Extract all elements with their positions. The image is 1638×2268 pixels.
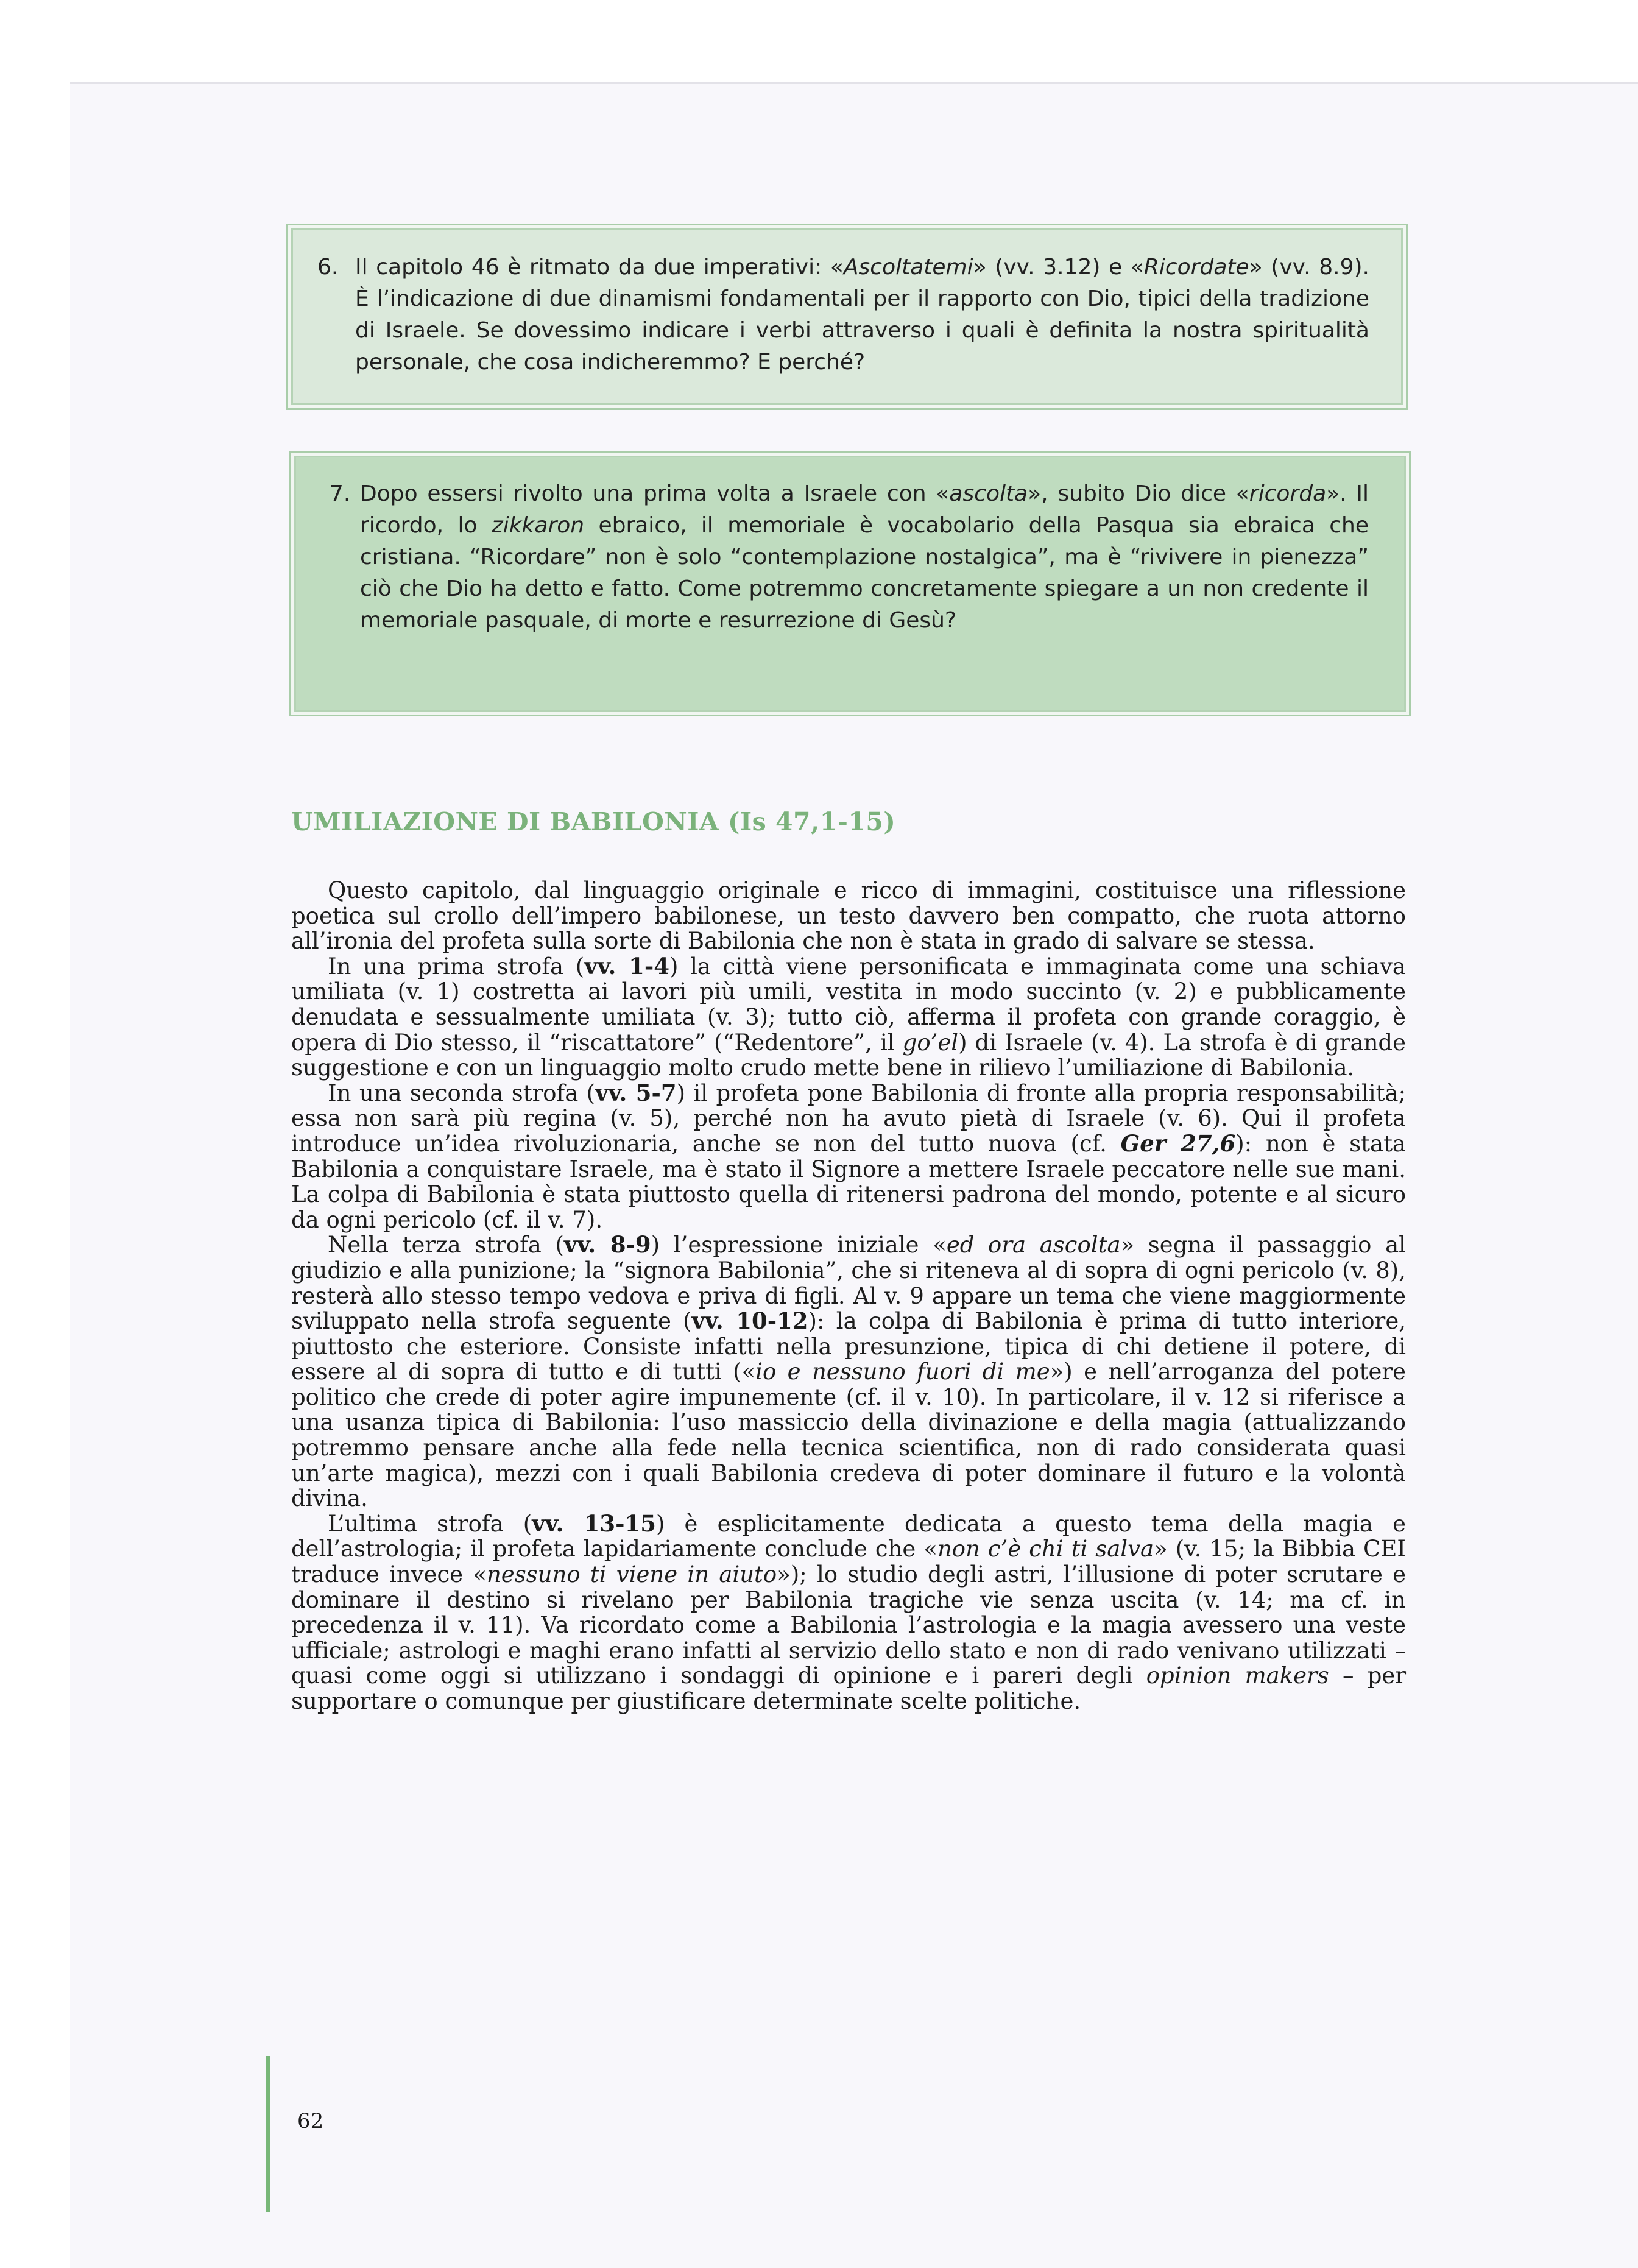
paragraph-2: In una prima strofa (vv. 1-4) la città viene personificata e immaginata come una schiava umiliata (v. 1) costretta ai lavori più umili, vestita in modo succinto (v. 2) e pubblicamente denudata e sessualmente umiliata (v. 3); tutto ciò, afferma il profeta con grande coraggio, è opera di Dio stesso, il “riscattatore” (“Redentore”, il go’el) di Israele (v. 4). La strofa è di grande suggestione e con un linguaggio molto crudo mette bene in rilievo l’umiliazione di Babilonia. — [291, 952, 1407, 1081]
section-heading: UMILIAZIONE DI BABILONIA (Is 47,1-15) — [291, 807, 896, 836]
body-text — [291, 878, 1406, 1714]
paragraph-4: Nella terza strofa (vv. 8-9) l’espressione iniziale «ed ora ascolta» segna il passaggio al giudizio e alla punizione; la “signora Babilonia”, che si riteneva al di sopra di ogni pericolo (v. 8), resterà allo stesso tempo vedova e priva di figli. Al v. 9 appare un tema che viene maggiormente sviluppato nella strofa seguente (vv. 10-12): la colpa di Babilonia è prima di tutto interiore, piuttosto che esteriore. Consiste infatti nella presunzione, tipica di chi detiene il potere, di essere al di sopra di tutto e di tutti («io e nessuno fuori di me») e nell’arroganza del potere politico che crede di poter agire impunemente (cf. il v. 10). In particolare, il v. 12 si riferisce a una usanza tipica di Babilonia: l’uso massiccio della divinazione e della magia (attualizzando potremmo pensare anche alla fede nella tecnica scientifica, non di rado considerata quasi un’arte magica), mezzi con i quali Babilonia credeva di poter dominare il futuro e la volontà divina. — [291, 1231, 1406, 1512]
question-6-text: Il capitolo 46 è ritmato da due imperativi: «Ascoltatemi» (vv. 3.12) e «Ricordate» (vv. 8.9). È l’indicazione di due dinamismi fondamentali per il rapporto con Dio, tipici della tradizione di Israele. Se dovessimo indicare i verbi attraverso i quali è definita la nostra spiritualità personale, che cosa indicheremmo? E perché? — [355, 255, 1369, 375]
page-top-edge — [70, 82, 1638, 84]
paragraph-1: Questo capitolo, dal linguaggio originale e ricco di immagini, costituisce una riflessione poetica sul crollo dell’impero babilonese, un testo davvero ben compatto, che ruota attorno all’ironia del profeta sulla sorte di Babilonia che non è stata in grado di salvare se stessa. — [291, 877, 1406, 955]
page-number: 62 — [297, 2109, 324, 2133]
paragraph-3: In una seconda strofa (vv. 5-7) il profeta pone Babilonia di fronte alla propria responsabilità; essa non sarà più regina (v. 5), perché non ha avuto pietà di Israele (v. 6). Qui il profeta introduce un’idea rivoluzionaria, anche se non del tutto nuova (cf. Ger 27,6): non è stata Babilonia a conquistare Israele, ma è stato il Signore a mettere Israele peccatore nelle sue mani. La colpa di Babilonia è stata piuttosto quella di ritenersi padrona del mondo, potente e al sicuro da ogni pericolo (cf. il v. 7). — [291, 1079, 1406, 1233]
question-7-number: 7. — [330, 481, 351, 506]
question-6-number: 6. — [317, 255, 339, 280]
page-number-bar — [266, 2056, 270, 2212]
question-7-text: Dopo essersi rivolto una prima volta a Israele con «ascolta», subito Dio dice «ricorda». Il ricordo, lo zikkaron ebraico, il memoriale è vocabolario della Pasqua sia ebraica che cristiana. “Ricordare” non è solo “contemplazione nostalgica”, ma è “rivivere in pienezza” ciò che Dio ha detto e fatto. Come potremmo concretamente spiegare a un non credente il memoriale pasquale, di morte e resurrezione di Gesù? — [360, 481, 1369, 633]
question-6-box — [286, 224, 1408, 410]
question-7-box — [289, 451, 1411, 716]
paragraph-5: L’ultima strofa (vv. 13-15) è esplicitamente dedicata a questo tema della magia e dell’astrologia; il profeta lapidariamente conclude che «non c’è chi ti salva» (v. 15; la Bibbia CEI traduce invece «nessuno ti viene in aiuto»); lo studio degli astri, l’illusione di poter scrutare e dominare il destino si rivelano per Babilonia tragiche vie senza uscita (v. 14; ma cf. in precedenza il v. 11). Va ricordato come a Babilonia l’astrologia e la magia avessero una veste ufficiale; astrologi e maghi erano infatti al servizio dello stato e non di rado venivano utilizzati – quasi come oggi si utilizzano i sondaggi di opinione e i pareri degli opinion makers – per supportare o comunque per giustificare determinate scelte politiche. — [291, 1510, 1407, 1714]
